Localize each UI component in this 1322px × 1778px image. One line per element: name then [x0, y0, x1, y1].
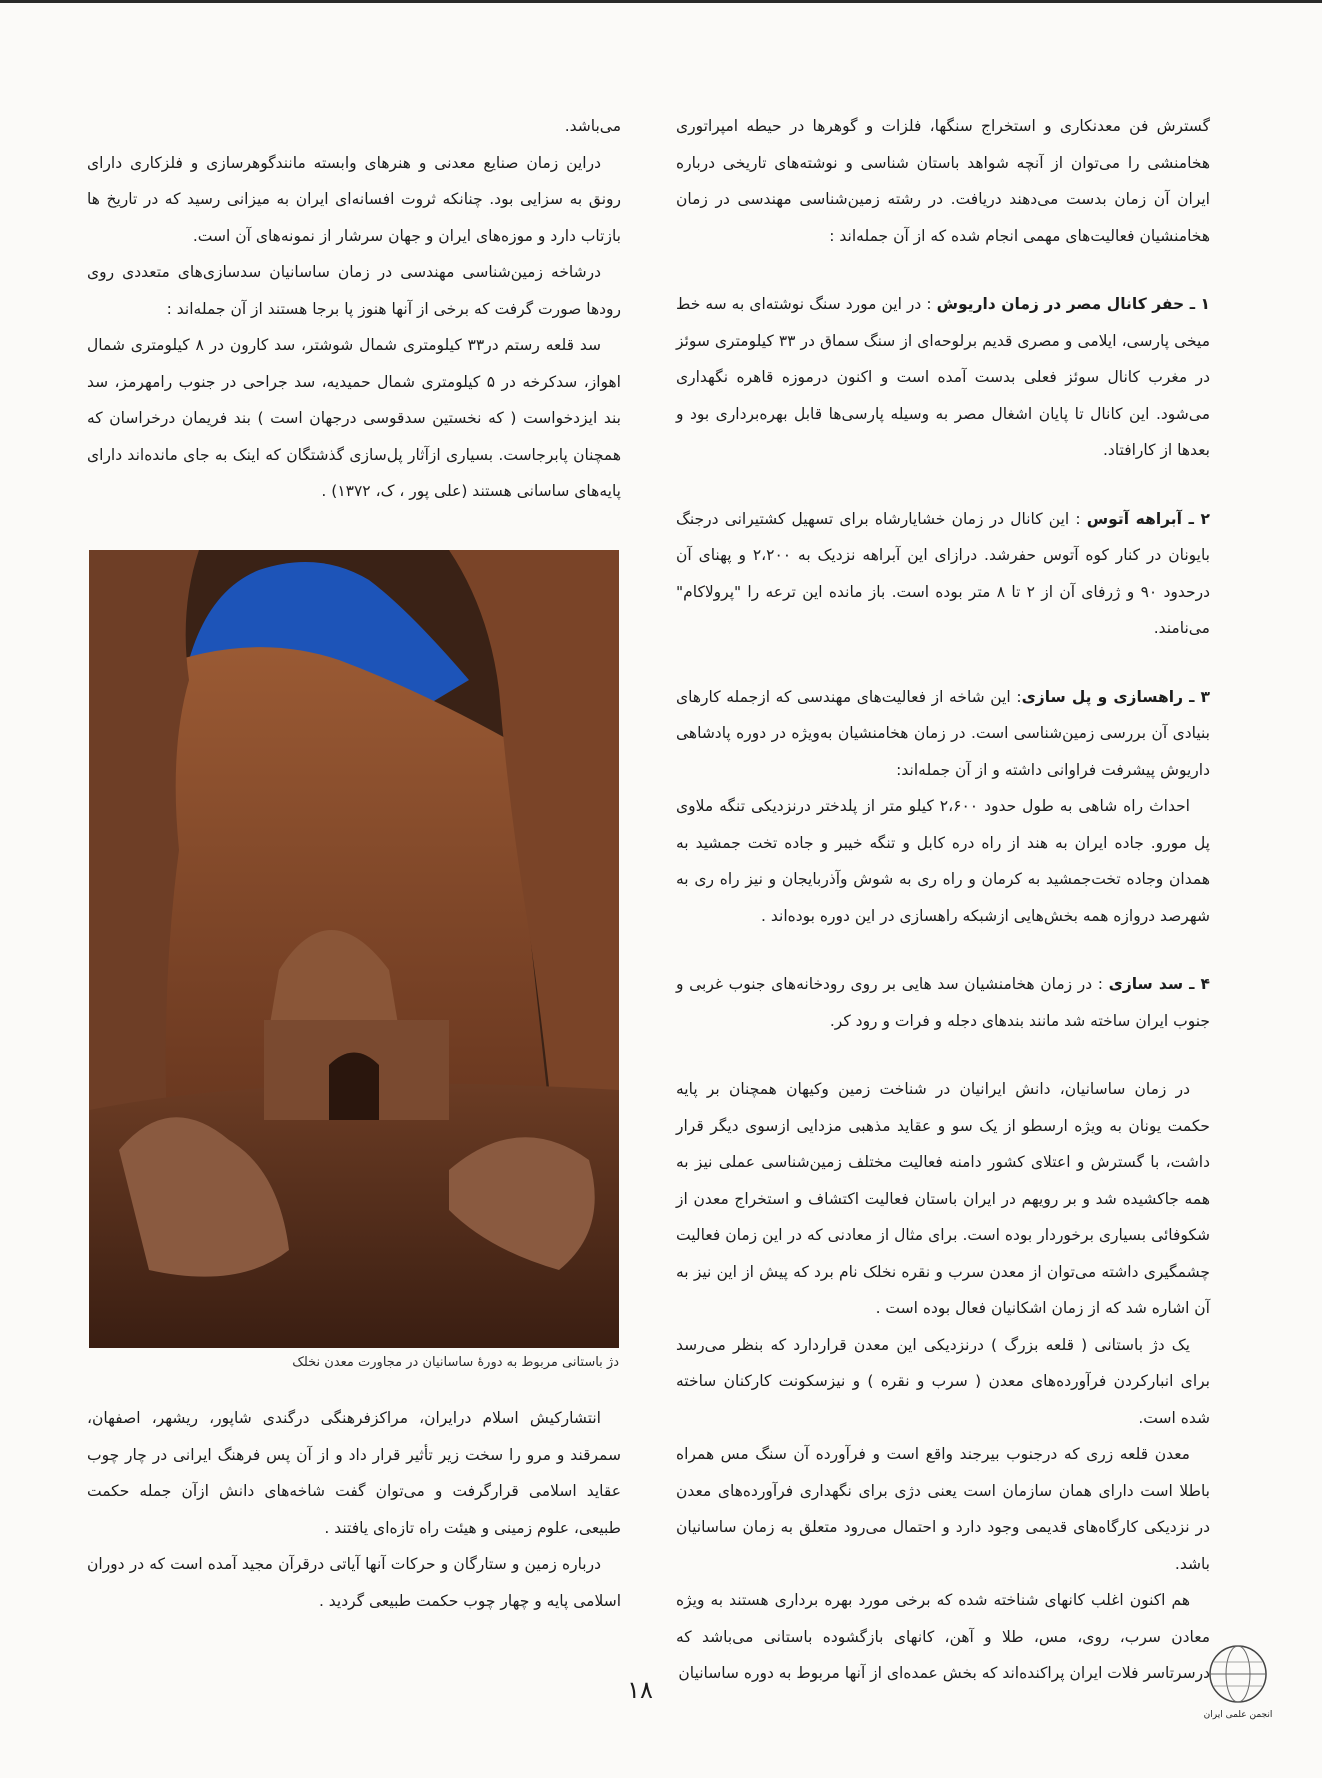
ruin-doorway	[329, 1053, 379, 1121]
fortress-illustration	[89, 550, 619, 1348]
fort-paragraph: یک دژ باستانی ( قلعه بزرگ ) درنزدیکی این معدن قراردارد که بنظر می‌رسد برای انبارکردن فرآورده‌های معدن ( سرب و نقره ) و نیزسکونت کارکنان ساخته شده است.	[676, 1335, 1210, 1427]
section-2-text: : این کانال در زمان خشایارشاه برای تسهیل کشتیرانی درجنگ بایونان در کنار کوه آتوس حفرشد. درازای این آبراهه نزدیک به ۲،۲۰۰ و پهنای آن درحدود ۹۰ و ژرفای آن از ۲ تا ۸ متر بوده است. باز مانده این ترعه را "پرولاکام" می‌نامند.	[676, 509, 1211, 637]
section-2	[676, 501, 1210, 647]
society-logo	[1202, 1640, 1274, 1730]
dam-list-paragraph: سد قلعه رستم در۳۳ کیلومتری شمال شوشتر، سد کارون در ۸ کیلومتری شمال اهواز، سدکرخه در ۵ کیلومتری شمال حمیدیه، سد جراحی در جنوب رامهرمز، سد بند ایزدخواست ( که نخستین سدقوسی درجهان است ) بند فریمان درخراسان که همچنان پابرجاست. بسیاری ازآثار پل‌سازی گذشتگان که اینک به جای مانده‌اند دارای پایه‌های ساسانی هستند (علی پور ، ک، ۱۳۷۲) .	[87, 336, 621, 500]
sasanian-paragraph: در زمان ساسانیان، دانش ایرانیان در شناخت زمین وکیهان همچنان بر پایه حکمت یونان به ویژه ارسطو از یک سو و عقاید مذهبی مزدایی ازسوی دیگر قرار داشت، با گسترش و اعتلای کشور دامنه فعالیت مختلف زمین‌شناسی عملی نیز به همه جاکشیده شد و بر رویهم در ایران باستان فعالیت اکتشاف و استخراج معدن از شکوفائی بسیاری برخوردار بوده است. برای مثال از معادنی که در این زمان فعالیت چشمگیری داشته می‌توان از معدن سرب و نقره نخلک نام برد که پیش از این نیز به آن اشاره شد که از زمان اشکانیان فعال بوده است .	[676, 1080, 1210, 1317]
continuation-text: می‌باشد.	[564, 117, 621, 135]
section-3-title: ۳ ـ راهسازی و پل سازی	[1021, 687, 1210, 706]
section-4	[676, 966, 1210, 1039]
crafts-paragraph: دراین زمان صنایع معدنی و هنرهای وابسته مانندگوهرسازی و فلزکاری دارای رونق به سزایی بود. چنانکه ثروت افسانه‌ای ایران به میزانی رسید که در تاریخ ها بازتاب دارد و موزه‌های ایران و جهان سرشار از نمونه‌های آن است.	[87, 153, 621, 245]
zari-paragraph: معدن قلعه زری که درجنوب بیرجند واقع است و فرآورده آن سنگ مس همراه باطلا است دارای همان سازمان است یعنی دژی برای نگهداری فرآورده‌های معدن در نزدیکی کارگاه‌های قدیمی وجود دارد و احتمال می‌رود متعلق به زمان ساسانیان باشد.	[676, 1445, 1210, 1573]
quran-paragraph: درباره زمین و ستارگان و حرکات آنها آیاتی درقرآن مجید آمده است که در دوران اسلامی پایه و چهار چوب حکمت طبیعی گردید .	[87, 1555, 621, 1610]
fortress-photo	[89, 550, 619, 1348]
left-column-top	[87, 108, 621, 510]
section-4-text: : در زمان هخامنشیان سد هایی بر روی رودخانه‌های جنوب غربی و جنوب ایران ساخته شد مانند بندهای دجله و فرات و رود کر.	[676, 975, 1210, 1030]
section-2-title: ۲ ـ آبراهه آتوس	[1086, 509, 1210, 528]
logo-text: انجمن علمی ایران	[1203, 1710, 1273, 1720]
section-4-title: ۴ ـ سد سازی	[1108, 975, 1211, 993]
mines-paragraph: هم اکنون اغلب کانهای شناخته شده که برخی مورد بهره برداری هستند به ویژه معادن سرب، روی، مس، طلا و آهن، کانهای بازگشوده باستانی می‌باشد که درسرتاسر فلات ایران پراکنده‌اند که بخش عمده‌ای از آنها مربوط به دوره ساسانیان	[676, 1591, 1210, 1682]
globe-icon	[1202, 1640, 1274, 1710]
section-3-text: : این شاخه از فعالیت‌های مهندسی که ازجمله کارهای بنیادی آن بررسی زمین‌شناسی است. در زمان هخامنشیان به‌ویژه در دوره پادشاهی داریوش پیشرفت فراوانی داشته و از آن جمله‌اند:	[676, 687, 1210, 779]
page-number: ۱۸	[627, 1676, 653, 1704]
roads-paragraph: احداث راه شاهی به طول حدود ۲،۶۰۰ کیلو متر از پلدختر درنزدیکی تنگه ملاوی پل مورو. جاده ایران به هند از راه دره کابل و تنگه خیبر و جاده تخت جمشید به همدان وجاده تخت‌جمشید به کرمان و راه ری به شوش وآذربایجان و نیز راه ری به شهرصد دروازه همه بخش‌هایی ازشبکه راهسازی در این دوره بوده‌اند .	[676, 797, 1210, 925]
intro-paragraph: گسترش فن معدنکاری و استخراج سنگها، فلزات و گوهرها در حیطه امپراتوری هخامنشی را می‌توان از آنچه شواهد باستان شناسی و نوشته‌های تاریخی درباره ایران آن زمان بدست می‌دهند دریافت. در رشته زمین‌شناسی مهندسی در زمان هخامنشیان فعالیت‌های مهمی انجام شده که از آن جمله‌اند :	[676, 117, 1210, 245]
section-3	[676, 679, 1210, 789]
islam-paragraph: انتشارکیش اسلام درایران، مراکزفرهنگی درگندی شاپور، ریشهر، اصفهان، سمرقند و مرو را سخت زیر تأثیر قرار داد و از آن پس فرهنگ ایرانی در چار چوب عقاید اسلامی قرارگرفت و می‌توان گفت شاخه‌های دانش ازآن جمله حکمت طبیعی، علوم زمینی و هیئت راه تازه‌ای یافتند .	[87, 1409, 621, 1537]
section-1	[676, 286, 1210, 469]
photo-caption: دژ باستانی مربوط به دورهٔ ساسانیان در مجاورت معدن نخلک	[292, 1355, 619, 1370]
left-column-bottom	[87, 1400, 621, 1619]
top-border	[0, 0, 1322, 3]
right-column	[676, 108, 1210, 1692]
dams-paragraph: درشاخه زمین‌شناسی مهندسی در زمان ساسانیان سدسازی‌های متعددی روی رودها صورت گرفت که برخی از آنها هنوز پا برجا هستند از آن جمله‌اند :	[87, 263, 621, 318]
section-1-text: : در این مورد سنگ نوشته‌ای به سه خط میخی پارسی، ایلامی و مصری قدیم برلوحه‌ای از سنگ سماق در ۳۳ کیلومتری سوئز در مغرب کانال سوئز فعلی بدست آمده است و اکنون درموزه قاهره نگهداری می‌شود. این کانال تا پایان اشغال مصر به وسیله پارسی‌ها قابل بهره‌برداری بود و بعدها از کارافتاد.	[676, 295, 1210, 459]
section-1-title: ۱ ـ حفر کانال مصر در زمان داریوش	[936, 295, 1210, 313]
